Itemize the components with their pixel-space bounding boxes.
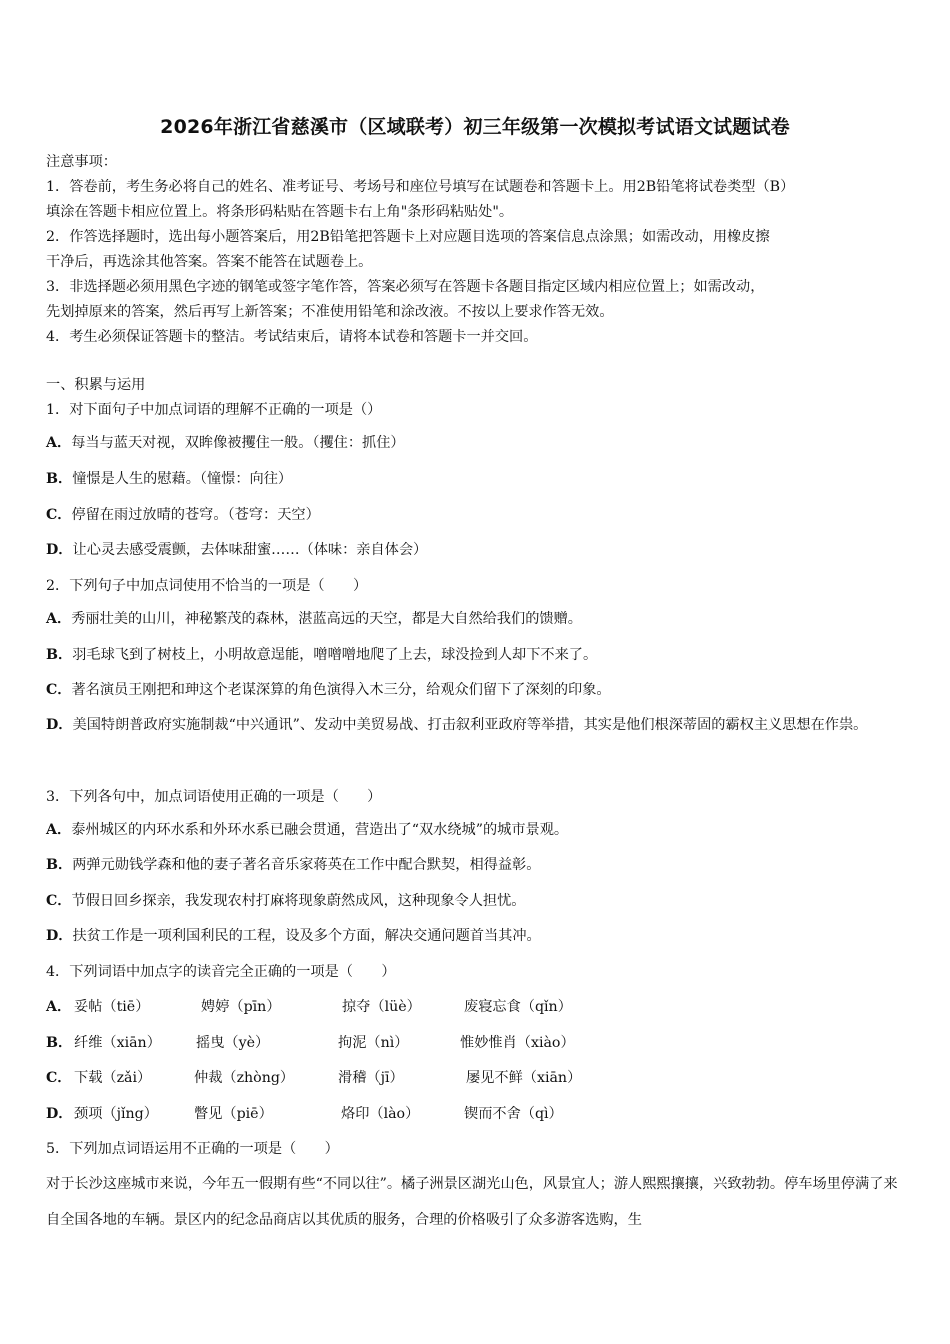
pinyin-item: 纤维（xiān）	[74, 1035, 161, 1051]
option-text: 节假日回乡探亲，我发现农村打麻将现象蔚然成风，这种现象令人担忧。	[71, 893, 526, 909]
question-3-option-d	[46, 925, 916, 947]
option-text: 泰州城区的内环水系和外环水系已融会贯通，营造出了“双水绕城”的城市景观。	[71, 822, 569, 838]
option-label: A．	[46, 435, 72, 451]
question-2-stem: 2．下列句子中加点词使用不恰当的一项是（ ）	[46, 578, 368, 594]
pinyin-item: 下载（zǎi）	[74, 1070, 152, 1086]
option-label: D．	[46, 1106, 73, 1122]
option-label: C．	[46, 682, 72, 698]
question-1-option-d	[46, 539, 916, 561]
option-text: 羽毛球飞到了树枝上，小明故意逞能，噌噌噌地爬了上去，球没捡到人却下不来了。	[72, 647, 598, 663]
pinyin-item: 惟妙惟肖（xiào）	[460, 1035, 575, 1051]
option-label: A．	[46, 822, 72, 838]
option-text: 美国特朗普政府实施制裁“中兴通讯”、发动中美贸易战、打击叙利亚政府等举措，其实是他们根深蒂固的霸权主义思想在作祟。	[72, 717, 868, 733]
question-1-option-c	[46, 504, 916, 526]
question-2-option-b	[46, 644, 916, 666]
pinyin-item: 屡见不鲜（xiān）	[466, 1070, 582, 1086]
pinyin-item: 妥帖（tiē）	[74, 999, 150, 1015]
question-4-stem: 4．下列词语中加点字的读音完全正确的一项是（ ）	[46, 964, 396, 980]
option-label: B．	[46, 857, 73, 873]
section-heading: 一、积累与运用	[46, 377, 146, 393]
option-text: 两弹元勋钱学森和他的妻子著名音乐家蒋英在工作中配合默契，相得益彰。	[72, 857, 541, 873]
question-2-option-d	[46, 707, 908, 743]
question-3-stem: 3．下列各句中，加点词语使用正确的一项是（ ）	[46, 789, 382, 805]
pinyin-item: 仲裁（zhòng）	[194, 1070, 295, 1086]
notice-line: 3．非选择题必须用黑色字迹的钢笔或签字笔作答，答案必须写在答题卡各题目指定区域内相应位置上；如需改动，	[46, 279, 765, 295]
question-2-option-a	[46, 608, 916, 630]
option-label: C．	[46, 507, 72, 523]
question-5-passage: 对于长沙这座城市来说，今年五一假期有些“不同以往”。橘子洲景区湖光山色，风景宜人；游人熙熙攘攘，兴致勃勃。停车场里停满了来自全国各地的车辆。景区内的纪念品商店以其优质的服务，合理的价格吸引了众多游客选购，生	[46, 1176, 898, 1228]
question-3-option-b	[46, 854, 916, 876]
notice-line: 干净后，再选涂其他答案。答案不能答在试题卷上。	[46, 254, 373, 270]
question-3-option-a	[46, 819, 916, 841]
question-5-stem: 5．下列加点词语运用不正确的一项是（ ）	[46, 1141, 339, 1157]
question-2-option-c	[46, 679, 916, 701]
pinyin-item: 瞥见（piē）	[194, 1106, 273, 1122]
option-label: B．	[46, 647, 73, 663]
question-1-option-b	[46, 468, 916, 490]
notice-line: 先划掉原来的答案，然后再写上新答案；不准使用铅笔和涂改液。不按以上要求作答无效。	[46, 304, 614, 320]
option-text: 著名演员王刚把和珅这个老谋深算的角色演得入木三分，给观众们留下了深刻的印象。	[71, 682, 611, 698]
option-label: A．	[46, 999, 72, 1015]
option-label: D．	[46, 717, 73, 733]
question-1-option-a	[46, 432, 916, 454]
pinyin-item: 掠夺（lüè）	[342, 999, 421, 1015]
option-text: 秀丽壮美的山川，神秘繁茂的森林，湛蓝高远的天空，都是大自然给我们的馈赠。	[71, 611, 582, 627]
pinyin-item: 锲而不舍（qì）	[464, 1106, 563, 1122]
pinyin-item: 烙印（lào）	[341, 1106, 420, 1122]
option-label: C．	[46, 1070, 72, 1086]
question-1-stem: 1．对下面句子中加点词语的理解不正确的一项是（）	[46, 402, 382, 418]
pinyin-item: 颈项（jǐng）	[74, 1106, 158, 1122]
option-label: D．	[46, 542, 73, 558]
option-text: 扶贫工作是一项利国利民的工程，设及多个方面，解决交通问题首当其冲。	[72, 928, 541, 944]
question-3-option-c	[46, 890, 916, 912]
exam-title: 2026年浙江省慈溪市（区域联考）初三年级第一次模拟考试语文试题试卷	[160, 116, 790, 138]
option-text: 让心灵去感受震颤，去体味甜蜜……（体味：亲自体会）	[72, 542, 428, 558]
option-label: D．	[46, 928, 73, 944]
option-text: 憧憬是人生的慰藉。（憧憬：向往）	[72, 471, 293, 487]
option-label: C．	[46, 893, 72, 909]
pinyin-item: 废寝忘食（qǐn）	[464, 999, 572, 1015]
option-label: B．	[46, 471, 73, 487]
pinyin-item: 拘泥（nì）	[338, 1035, 409, 1051]
notice-line: 填涂在答题卡相应位置上。将条形码粘贴在答题卡右上角"条形码粘贴处"。	[46, 204, 514, 220]
pinyin-item: 摇曳（yè）	[196, 1035, 270, 1051]
notice-line: 4．考生必须保证答题卡的整洁。考试结束后，请将本试卷和答题卡一并交回。	[46, 329, 538, 345]
notice-block	[46, 150, 908, 350]
notice-line: 2．作答选择题时，选出每小题答案后，用2B铅笔把答题卡上对应题目选项的答案信息点涂黑；如需改动，用橡皮擦	[46, 229, 770, 245]
pinyin-item: 娉婷（pīn）	[201, 999, 281, 1015]
notice-line: 1．答卷前，考生务必将自己的姓名、准考证号、考场号和座位号填写在试题卷和答题卡上。用2B铅笔将试卷类型（B）	[46, 179, 795, 195]
option-label: B．	[46, 1035, 73, 1051]
notice-heading: 注意事项：	[46, 154, 117, 170]
option-text: 每当与蓝天对视，双眸像被攫住一般。（攫住：抓住）	[71, 435, 405, 451]
pinyin-item: 滑稽（jī）	[338, 1070, 404, 1086]
option-label: A．	[46, 611, 72, 627]
option-text: 停留在雨过放晴的苍穹。（苍穹：天空）	[71, 507, 320, 523]
